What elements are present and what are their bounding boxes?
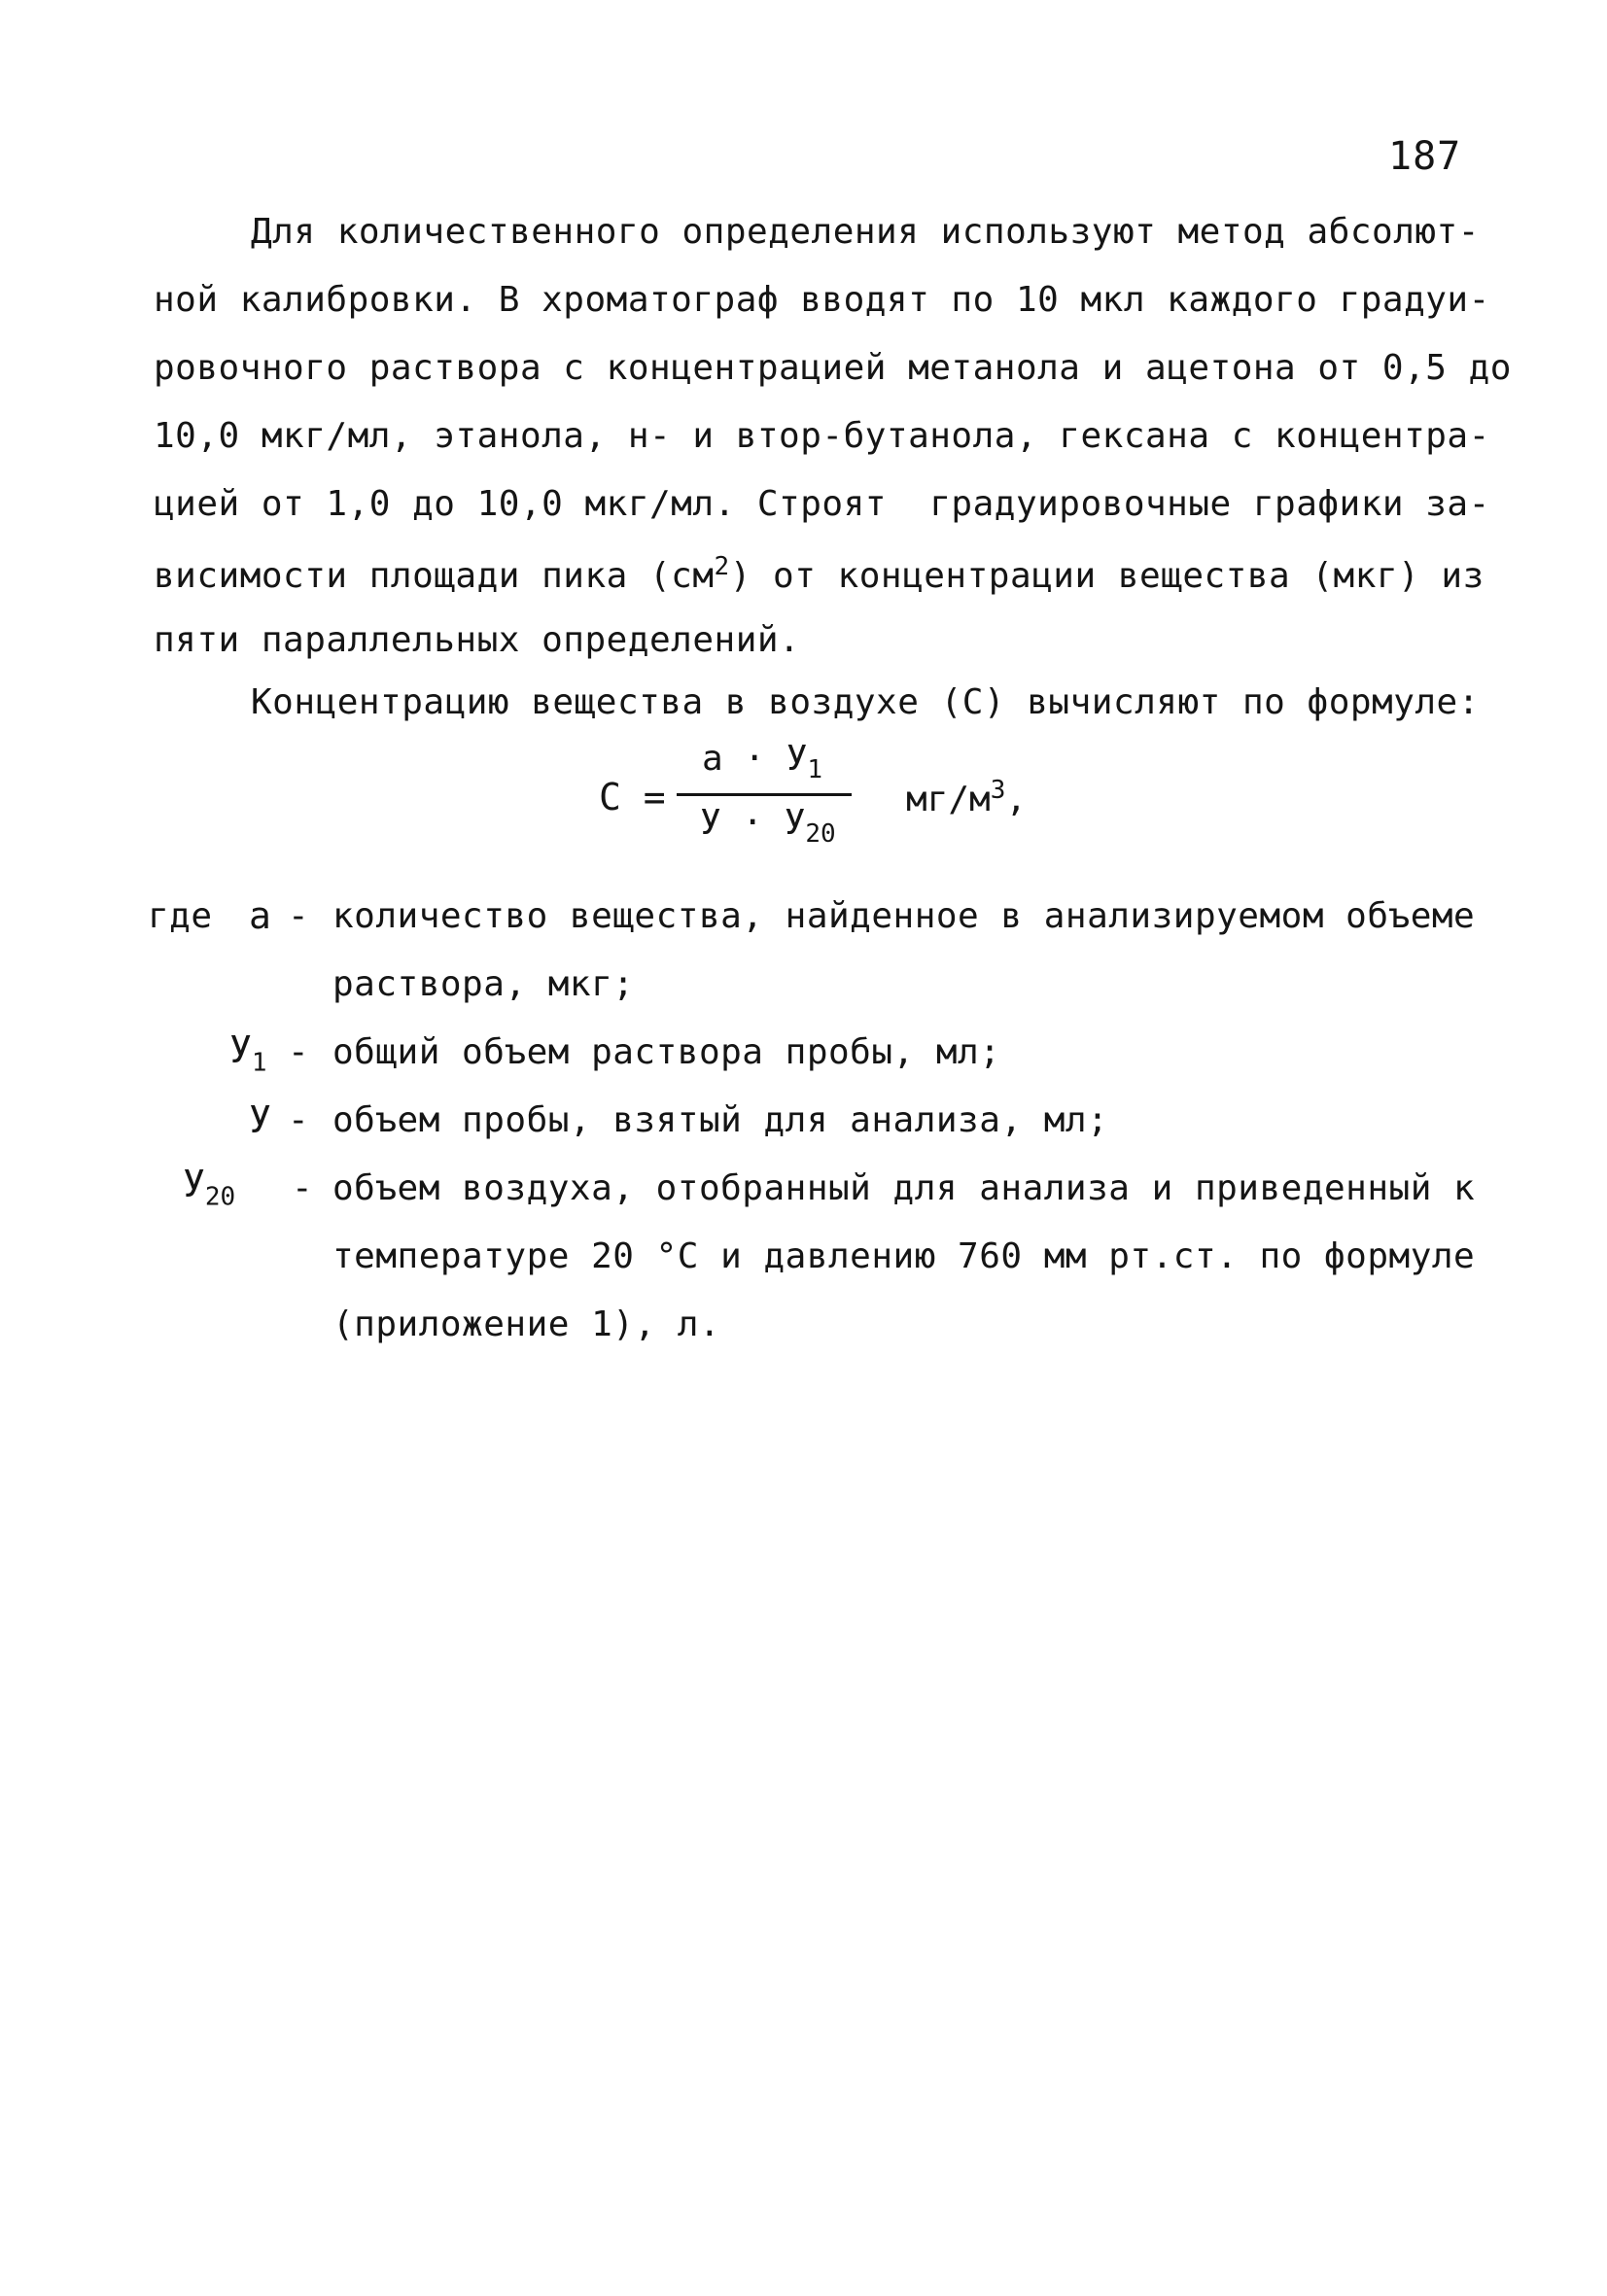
definition-dash-a: - <box>288 896 309 936</box>
unit-text: мг/м <box>906 780 991 819</box>
paragraph-line-6-start: висимости площади пика (см <box>154 556 715 596</box>
definition-symbol-v20 <box>183 1163 235 1212</box>
unit-comma: , <box>1005 780 1028 819</box>
square-superscript: 2 <box>714 552 730 581</box>
formula-numerator <box>702 739 822 784</box>
definition-symbol-v1 <box>229 1028 267 1078</box>
numerator-subscript: 1 <box>807 755 823 785</box>
definition-v1-line-1: общий объем раствора пробы, мл; <box>332 1032 1001 1072</box>
where-label: где <box>148 896 213 936</box>
paragraph-line-1: Для количественного определения используют метод абсолют- <box>251 212 1480 252</box>
numerator-text: a · У <box>702 739 808 779</box>
formula-lhs: С = <box>599 776 666 818</box>
definition-v20-line-1: объем воздуха, отобранный для анализа и приведенный к <box>332 1168 1476 1208</box>
symbol-v1-subscript: 1 <box>251 1048 267 1078</box>
definition-symbol-v: У <box>249 1098 271 1141</box>
paragraph-line-2: ной калибровки. В хроматограф вводят по 10 мкл каждого градуи- <box>154 280 1490 320</box>
paragraph-line-7: пяти параллельных определений. <box>154 620 801 660</box>
symbol-v20-text: У <box>183 1163 205 1205</box>
formula-denominator <box>700 803 836 849</box>
definition-a-line-1: количество вещества, найденное в анализируемом объеме <box>332 896 1476 936</box>
paragraph-line-3: ровочного раствора с концентрацией метанола и ацетона от 0,5 до <box>154 348 1512 388</box>
paragraph-line-6 <box>154 552 1485 596</box>
paragraph-line-4: 10,0 мкг/мл, этанола, н- и втор-бутанола, гексана с концентра- <box>154 416 1490 456</box>
unit-superscript: 3 <box>990 776 1006 805</box>
formula-unit <box>906 776 1027 819</box>
symbol-v1-text: У <box>229 1028 252 1071</box>
definition-v20-line-3: (приложение 1), л. <box>332 1305 721 1344</box>
definition-dash-v20: - <box>292 1168 313 1208</box>
definition-v-line-1: объем пробы, взятый для анализа, мл; <box>332 1100 1109 1140</box>
concentration-formula <box>593 739 1060 865</box>
paragraph-line-5: цией от 1,0 до 10,0 мкг/мл. Строят градуировочные графики за- <box>154 484 1490 524</box>
denominator-text: У · У <box>700 803 806 843</box>
definition-a-line-2: раствора, мкг; <box>332 964 635 1004</box>
definition-dash-v1: - <box>288 1032 309 1072</box>
symbol-v20-subscript: 20 <box>204 1182 236 1212</box>
denominator-subscript: 20 <box>805 819 836 850</box>
page-number: 187 <box>1388 134 1462 179</box>
formula-intro: Концентрацию вещества в воздухе (С) вычисляют по формуле: <box>251 682 1480 722</box>
fraction-bar <box>677 793 852 796</box>
paragraph-line-6-end: ) от концентрации вещества (мкг) из <box>729 556 1485 596</box>
definition-dash-v: - <box>288 1100 309 1140</box>
definition-symbol-a: а <box>249 894 271 937</box>
definition-v20-line-2: температуре 20 °С и давлению 760 мм рт.ст. по формуле <box>332 1236 1476 1276</box>
